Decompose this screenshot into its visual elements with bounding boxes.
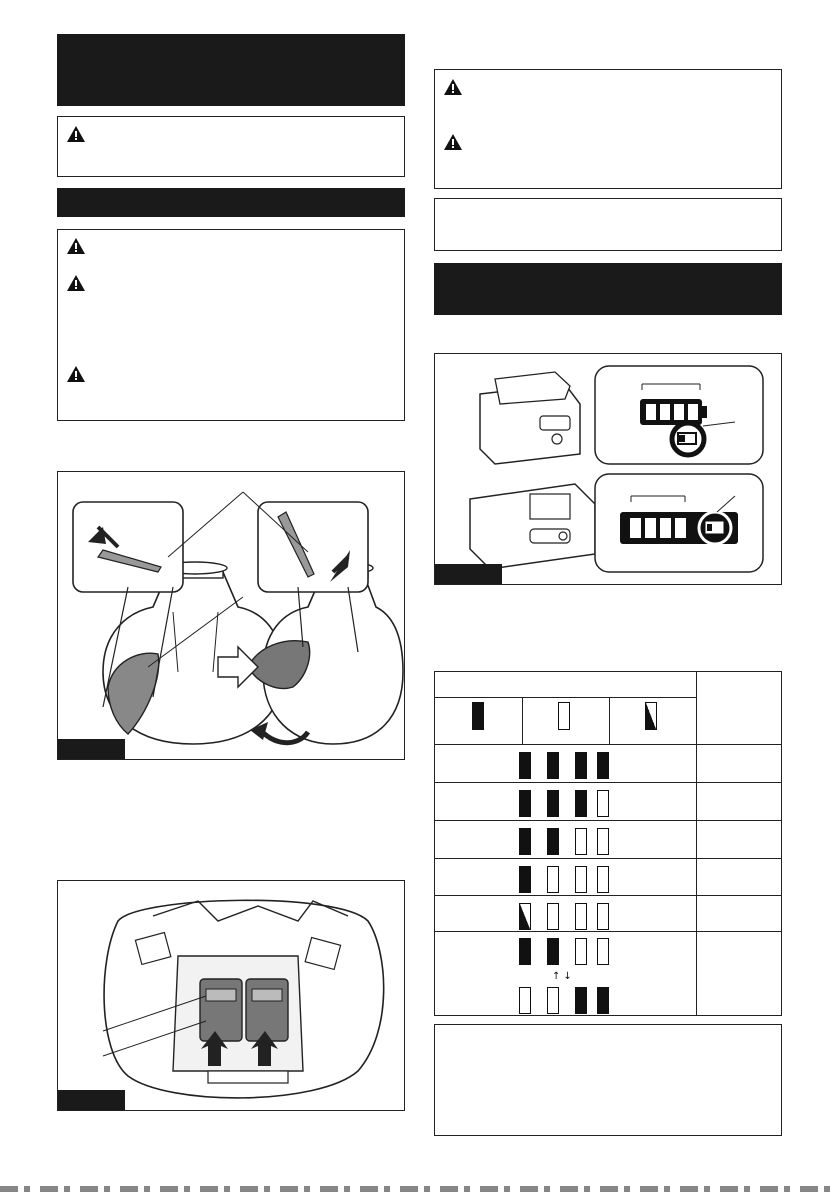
right-warning-box-top xyxy=(434,69,782,189)
indicator-cell xyxy=(575,828,587,855)
indicator-cell xyxy=(597,828,609,855)
indicator-cell xyxy=(597,938,609,965)
figure-battery-indicator xyxy=(434,353,782,585)
bottom-note-box xyxy=(434,1024,782,1136)
indicator-cell xyxy=(519,790,531,817)
indicator-cell xyxy=(575,752,587,779)
figure-battery-cover xyxy=(57,471,405,760)
warning-triangle-icon xyxy=(67,366,85,382)
warning-triangle-icon xyxy=(67,126,85,142)
indicator-cell xyxy=(597,987,609,1014)
battery-insertion-illustration xyxy=(58,881,405,1111)
indicator-cell xyxy=(519,752,531,779)
footer-strip xyxy=(0,1186,840,1192)
indicator-cell xyxy=(597,790,609,817)
indicator-cell xyxy=(519,987,531,1014)
indicator-cell xyxy=(575,790,587,817)
left-warning-box-2 xyxy=(57,229,405,421)
figure-battery-insertion xyxy=(57,880,405,1111)
battery-cover-illustration xyxy=(58,472,405,760)
indicator-cell xyxy=(597,903,609,930)
right-note-box xyxy=(434,198,782,251)
figure-label-3 xyxy=(435,564,502,584)
indicator-cell xyxy=(547,790,559,817)
left-warning-box-1 xyxy=(57,116,405,177)
indicator-cell xyxy=(575,903,587,930)
indicator-cell xyxy=(547,752,559,779)
right-header-bar xyxy=(434,263,782,315)
left-section-bar xyxy=(57,188,405,217)
indicator-cell xyxy=(547,938,559,965)
indicator-cell xyxy=(597,752,609,779)
indicator-cell xyxy=(547,828,559,855)
table-rows xyxy=(435,672,697,1015)
indicator-cell xyxy=(575,987,587,1014)
indicator-cell xyxy=(519,903,531,930)
warning-triangle-icon xyxy=(67,275,85,291)
indicator-cell xyxy=(547,866,559,893)
warning-triangle-icon xyxy=(444,134,462,150)
indicator-cell xyxy=(575,938,587,965)
indicator-cell xyxy=(519,938,531,965)
blink-alternate-arrows: ↑↓ xyxy=(552,971,575,982)
indicator-cell xyxy=(575,866,587,893)
indicator-cell xyxy=(547,987,559,1014)
battery-indicator-illustration xyxy=(435,354,782,585)
indicator-cell xyxy=(519,866,531,893)
warning-triangle-icon xyxy=(67,238,85,254)
indicator-cell xyxy=(547,903,559,930)
warning-triangle-icon xyxy=(444,79,462,95)
left-header-bar xyxy=(57,34,405,106)
indicator-cell xyxy=(597,866,609,893)
figure-label-2 xyxy=(58,1090,125,1110)
battery-capacity-table xyxy=(434,671,782,1016)
figure-label-1 xyxy=(58,739,125,759)
indicator-cell xyxy=(519,828,531,855)
